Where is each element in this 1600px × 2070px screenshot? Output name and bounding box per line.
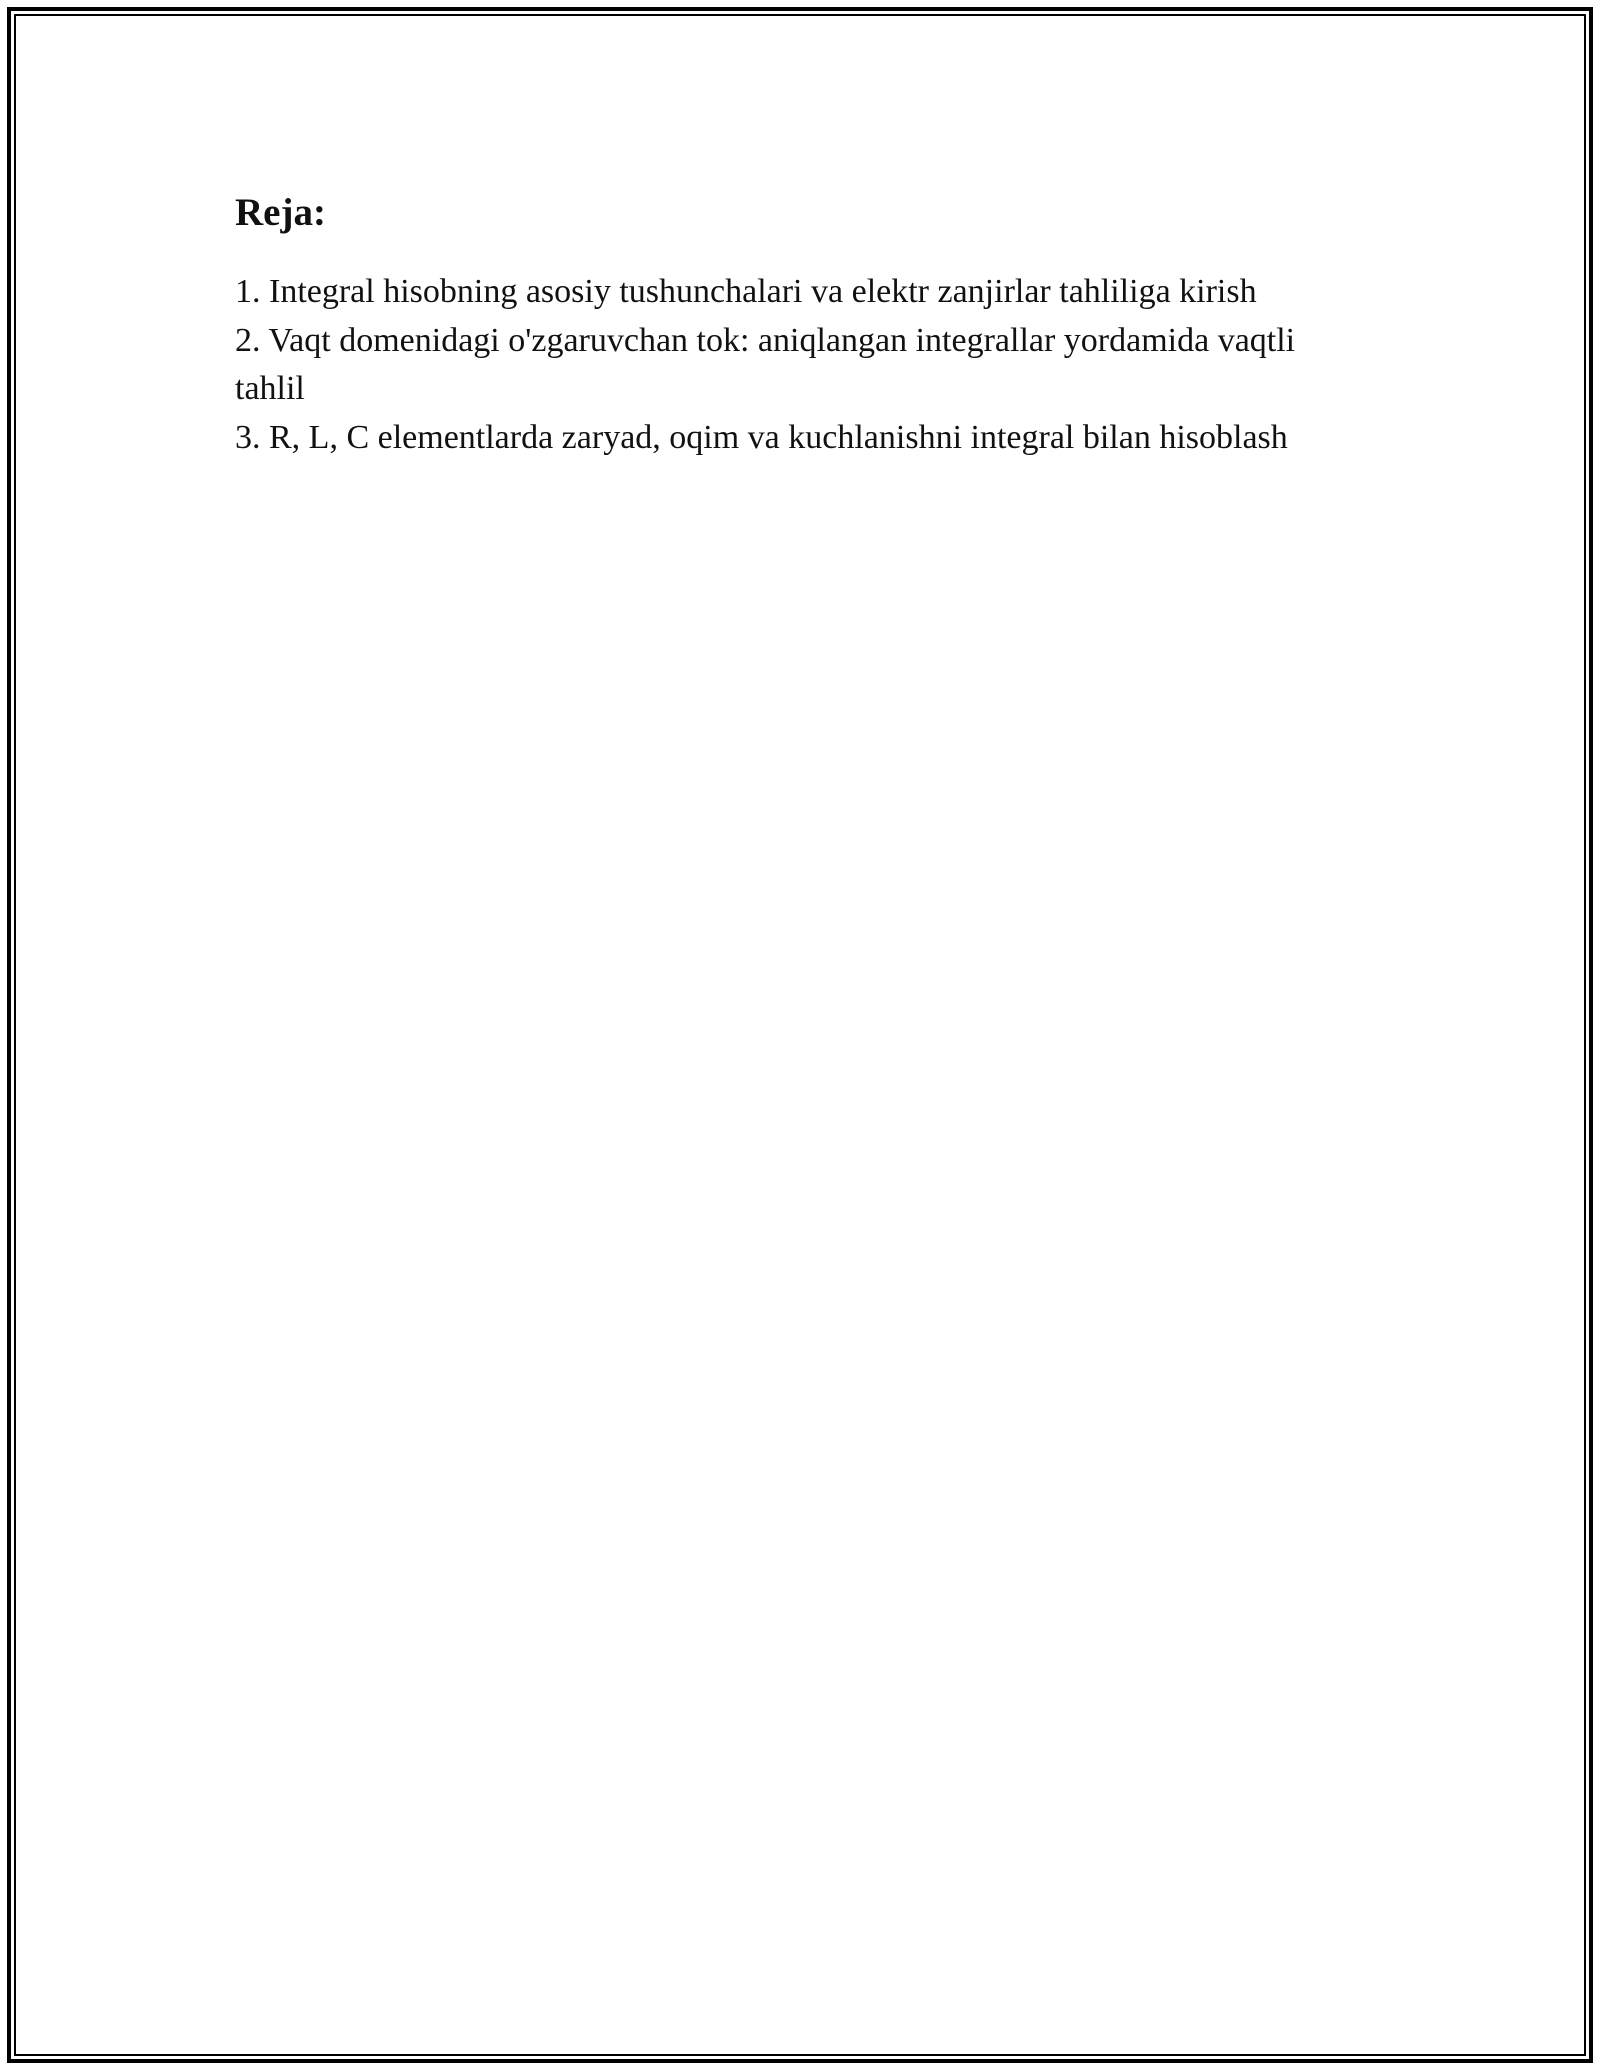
plan-item-1: 1. Integral hisobning asosiy tushunchalari va elektr zanjirlar tahliliga kirish xyxy=(235,273,1257,310)
plan-heading: Reja: xyxy=(235,191,326,234)
document-content xyxy=(235,188,1365,462)
plan-item-3: 3. R, L, C elementlarda zaryad, oqim va kuchlanishni integral bilan hisoblash xyxy=(235,418,1288,456)
plan-list xyxy=(235,268,1365,462)
plan-item-2: 2. Vaqt domenidagi o'zgaruvchan tok: aniqlangan integrallar yordamida vaqtli tahlil xyxy=(235,321,1296,407)
